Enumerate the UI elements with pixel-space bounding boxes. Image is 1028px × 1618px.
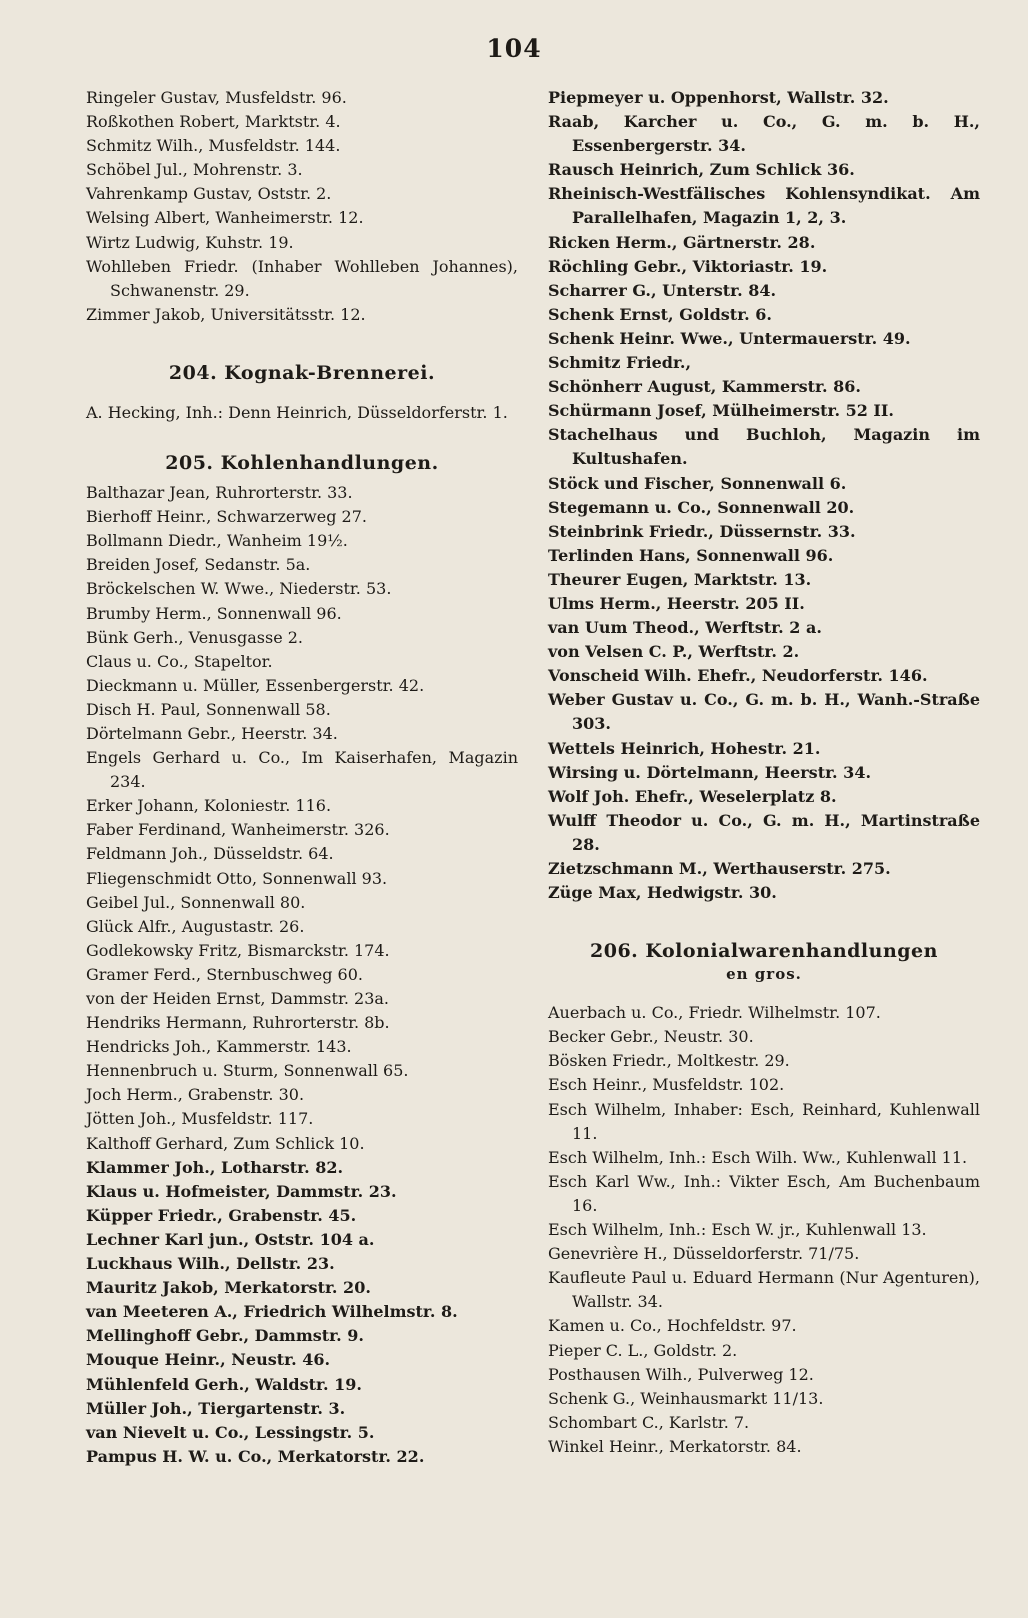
directory-entry: Breiden Josef, Sedanstr. 5a. [86, 555, 311, 575]
directory-entry: Luckhaus Wilh., Dellstr. 23. [86, 1254, 335, 1274]
directory-entry: Esch Wilhelm, Inhaber: Esch, Reinhard, Kuhlenwall 11. [548, 1099, 980, 1143]
directory-entry: Schenk G., Weinhausmarkt 11/13. [548, 1388, 824, 1408]
directory-entry: Becker Gebr., Neustr. 30. [548, 1027, 754, 1047]
directory-entry: Wettels Heinrich, Hohestr. 21. [548, 738, 821, 758]
directory-entry: Engels Gerhard u. Co., Im Kaiserhafen, Magazin 234. [86, 748, 518, 792]
directory-entry: Ulms Herm., Heerstr. 205 II. [548, 593, 805, 613]
directory-entry: Faber Ferdinand, Wanheimerstr. 326. [86, 820, 390, 840]
directory-entry: Mellinghoff Gebr., Dammstr. 9. [86, 1326, 364, 1346]
directory-entry: Jötten Joh., Musfeldstr. 117. [86, 1109, 314, 1129]
directory-entry: Hendricks Joh., Kammerstr. 143. [86, 1037, 352, 1057]
directory-entry: van Uum Theod., Werftstr. 2 a. [548, 618, 822, 638]
directory-entry: Balthazar Jean, Ruhrorterstr. 33. [86, 483, 353, 503]
directory-entry: Mühlenfeld Gerh., Waldstr. 19. [86, 1374, 362, 1394]
directory-entry: Schönherr August, Kammerstr. 86. [548, 377, 861, 397]
directory-entry: Pampus H. W. u. Co., Merkatorstr. 22. [86, 1446, 425, 1466]
directory-entry: Gramer Ferd., Sternbuschweg 60. [86, 964, 363, 984]
directory-entry: Wulff Theodor u. Co., G. m. H., Martinstraße 28. [548, 810, 980, 854]
section-heading-205: 205. Kohlenhandlungen. [165, 452, 439, 475]
directory-entry: Raab, Karcher u. Co., G. m. b. H., Essenbergerstr. 34. [548, 112, 980, 156]
directory-entry: Piepmeyer u. Oppenhorst, Wallstr. 32. [548, 88, 889, 107]
directory-entry: Fliegenschmidt Otto, Sonnenwall 93. [86, 868, 388, 888]
directory-entry: Bierhoff Heinr., Schwarzerweg 27. [86, 507, 367, 527]
right-column [548, 86, 980, 1459]
entry-list [86, 86, 518, 327]
left-column [86, 86, 518, 1469]
directory-entry: Vahrenkamp Gustav, Oststr. 2. [86, 184, 332, 204]
directory-entry: Theurer Eugen, Marktstr. 13. [548, 569, 812, 589]
directory-entry: Stegemann u. Co., Sonnenwall 20. [548, 497, 855, 517]
directory-entry: Dörtelmann Gebr., Heerstr. 34. [86, 723, 338, 743]
directory-entry: Glück Alfr., Augustastr. 26. [86, 916, 305, 936]
directory-entry: Mauritz Jakob, Merkatorstr. 20. [86, 1278, 371, 1298]
directory-entry: Dieckmann u. Müller, Essenbergerstr. 42. [86, 675, 425, 695]
directory-entry: Küpper Friedr., Grabenstr. 45. [86, 1205, 357, 1225]
directory-entry: Genevrière H., Düsseldorferstr. 71/75. [548, 1244, 860, 1264]
directory-entry: van Nievelt u. Co., Lessingstr. 5. [86, 1422, 375, 1442]
section-subheading-206: en gros. [726, 965, 802, 984]
directory-entry: Vonscheid Wilh. Ehefr., Neudorferstr. 146. [548, 666, 928, 686]
directory-entry: Esch Heinr., Musfeldstr. 102. [548, 1075, 785, 1095]
directory-entry: Bollmann Diedr., Wanheim 19½. [86, 531, 348, 551]
entry-list [86, 481, 518, 1469]
directory-entry: Lechner Karl jun., Oststr. 104 a. [86, 1229, 375, 1249]
directory-entry: Terlinden Hans, Sonnenwall 96. [548, 545, 834, 565]
directory-entry: Geibel Jul., Sonnenwall 80. [86, 892, 306, 912]
directory-entry: Claus u. Co., Stapeltor. [86, 651, 273, 671]
directory-entry: Weber Gustav u. Co., G. m. b. H., Wanh.-Straße 303. [548, 690, 980, 734]
directory-entry: Schmitz Wilh., Musfeldstr. 144. [86, 136, 341, 156]
directory-entry: Schenk Heinr. Wwe., Untermauerstr. 49. [548, 328, 911, 348]
directory-entry: Kamen u. Co., Hochfeldstr. 97. [548, 1316, 797, 1336]
directory-entry: Kaufleute Paul u. Eduard Hermann (Nur Agenturen), Wallstr. 34. [548, 1268, 980, 1312]
directory-entry: Stachelhaus und Buchloh, Magazin im Kultushafen. [548, 425, 980, 469]
directory-entry: Wohlleben Friedr. (Inhaber Wohlleben Johannes), Schwanenstr. 29. [86, 256, 518, 300]
directory-entry: Feldmann Joh., Düsseldstr. 64. [86, 844, 334, 864]
directory-entry: Klaus u. Hofmeister, Dammstr. 23. [86, 1181, 397, 1201]
directory-entry: Winkel Heinr., Merkatorstr. 84. [548, 1436, 802, 1456]
directory-entry: Welsing Albert, Wanheimerstr. 12. [86, 208, 364, 228]
directory-entry: Esch Wilhelm, Inh.: Esch Wilh. Ww., Kuhlenwall 11. [548, 1147, 968, 1167]
directory-entry: Ricken Herm., Gärtnerstr. 28. [548, 232, 816, 252]
page-number: 104 [486, 34, 542, 63]
directory-entry: Scharrer G., Unterstr. 84. [548, 280, 777, 300]
directory-entry: Bröckelschen W. Wwe., Niederstr. 53. [86, 579, 392, 599]
directory-entry: Wirtz Ludwig, Kuhstr. 19. [86, 232, 294, 252]
entry-list [86, 401, 518, 425]
directory-entry: Klammer Joh., Lotharstr. 82. [86, 1157, 344, 1177]
directory-entry: Mouque Heinr., Neustr. 46. [86, 1350, 331, 1370]
directory-entry: Wirsing u. Dörtelmann, Heerstr. 34. [548, 762, 872, 782]
directory-entry: Hennenbruch u. Sturm, Sonnenwall 65. [86, 1061, 409, 1081]
directory-entry: van Meeteren A., Friedrich Wilhelmstr. 8. [86, 1302, 458, 1322]
directory-entry: Schmitz Friedr., [548, 353, 692, 373]
directory-entry: A. Hecking, Inh.: Denn Heinrich, Düsseldorferstr. 1. [86, 402, 508, 422]
directory-entry: Rausch Heinrich, Zum Schlick 36. [548, 160, 855, 180]
directory-entry: Disch H. Paul, Sonnenwall 58. [86, 699, 331, 719]
directory-entry: Schürmann Josef, Mülheimerstr. 52 II. [548, 401, 894, 421]
directory-entry: Hendriks Hermann, Ruhrorterstr. 8b. [86, 1013, 390, 1033]
directory-entry: Bösken Friedr., Moltkestr. 29. [548, 1051, 790, 1071]
directory-entry: Zimmer Jakob, Universitätsstr. 12. [86, 304, 366, 324]
directory-entry: Ringeler Gustav, Musfeldstr. 96. [86, 88, 347, 107]
directory-entry: Esch Wilhelm, Inh.: Esch W. jr., Kuhlenwall 13. [548, 1220, 927, 1240]
directory-entry: Kalthoff Gerhard, Zum Schlick 10. [86, 1133, 365, 1153]
directory-entry: Wolf Joh. Ehefr., Weselerplatz 8. [548, 786, 837, 806]
entry-list [548, 86, 980, 905]
entry-list [548, 1001, 980, 1459]
directory-entry: Müller Joh., Tiergartenstr. 3. [86, 1398, 346, 1418]
directory-entry: Stöck und Fischer, Sonnenwall 6. [548, 473, 847, 493]
section-heading-206: 206. Kolonialwarenhandlungen [590, 940, 938, 963]
directory-entry: Zietzschmann M., Werthauserstr. 275. [548, 859, 891, 878]
directory-entry: Bünk Gerh., Venusgasse 2. [86, 627, 304, 647]
directory-entry: Posthausen Wilh., Pulverweg 12. [548, 1364, 814, 1384]
directory-entry: Brumby Herm., Sonnenwall 96. [86, 603, 342, 623]
directory-entry: Schombart C., Karlstr. 7. [548, 1412, 750, 1432]
section-heading-204: 204. Kognak-Brennerei. [168, 361, 436, 384]
directory-entry: von Velsen C. P., Werftstr. 2. [548, 642, 800, 662]
directory-entry: Pieper C. L., Goldstr. 2. [548, 1340, 738, 1360]
directory-entry: Rheinisch-Westfälisches Kohlensyndikat. Am Parallelhafen, Magazin 1, 2, 3. [548, 184, 980, 228]
directory-entry: Erker Johann, Koloniestr. 116. [86, 796, 332, 816]
directory-entry: Röchling Gebr., Viktoriastr. 19. [548, 256, 828, 276]
directory-entry: Steinbrink Friedr., Düssernstr. 33. [548, 521, 856, 541]
directory-entry: Joch Herm., Grabenstr. 30. [86, 1085, 305, 1105]
directory-entry: von der Heiden Ernst, Dammstr. 23a. [86, 989, 389, 1008]
directory-entry: Esch Karl Ww., Inh.: Vikter Esch, Am Buchenbaum 16. [548, 1171, 980, 1215]
directory-entry: Schenk Ernst, Goldstr. 6. [548, 304, 772, 324]
directory-entry: Züge Max, Hedwigstr. 30. [548, 883, 777, 903]
directory-entry: Schöbel Jul., Mohrenstr. 3. [86, 160, 303, 180]
directory-entry: Auerbach u. Co., Friedr. Wilhelmstr. 107. [548, 1003, 881, 1023]
directory-entry: Godlekowsky Fritz, Bismarckstr. 174. [86, 940, 390, 960]
directory-entry: Roßkothen Robert, Marktstr. 4. [86, 112, 341, 132]
